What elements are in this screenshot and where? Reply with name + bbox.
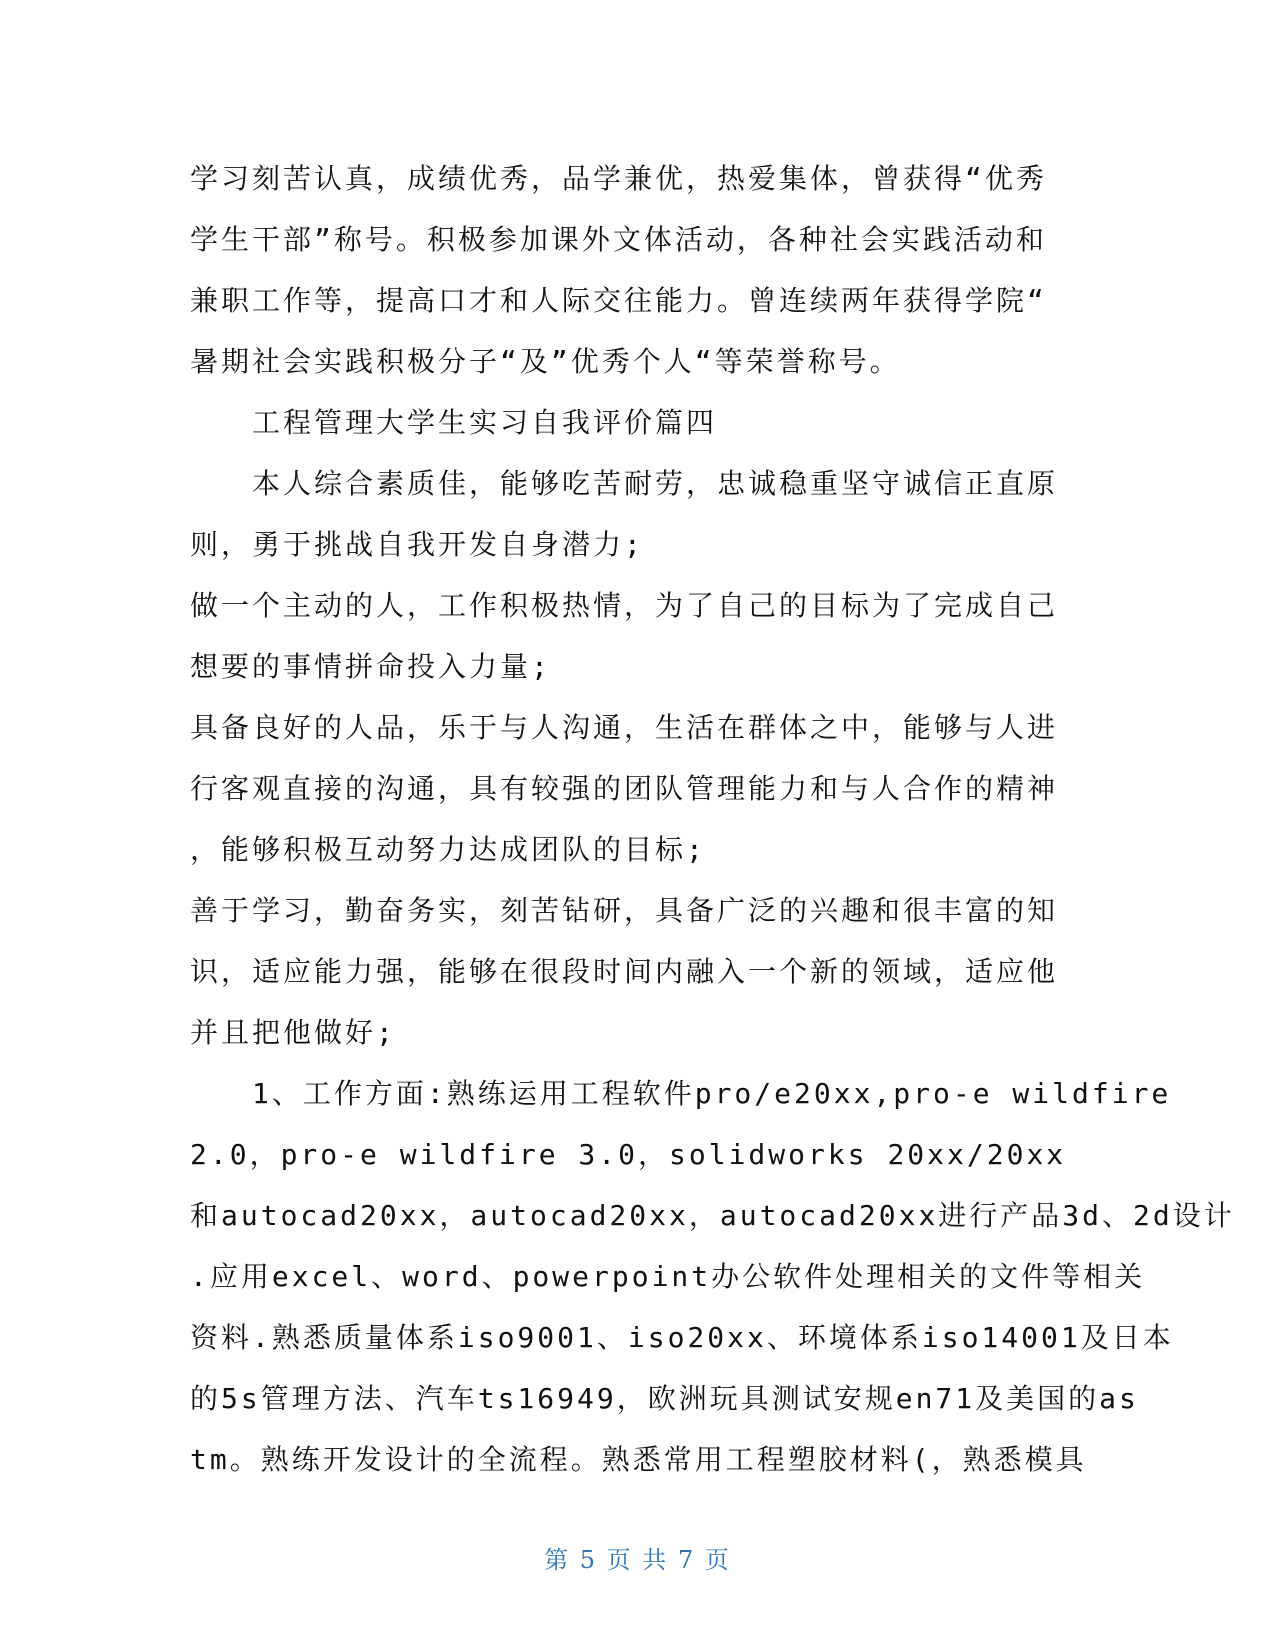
text-line: 学生干部”称号。积极参加课外文体活动，各种社会实践活动和 [190,223,1047,256]
text-line: 具备良好的人品，乐于与人沟通，生活在群体之中，能够与人进 [190,711,1059,744]
text-line: 学习刻苦认真，成绩优秀，品学兼优，热爱集体，曾获得“优秀 [190,162,1047,195]
text-line: 想要的事情拼命投入力量; [190,650,551,683]
text-line: 本人综合素质佳，能够吃苦耐劳，忠诚稳重坚守诚信正直原 [252,467,1059,500]
text-line: 做一个主动的人，工作积极热情，为了自己的目标为了完成自己 [190,589,1059,622]
text-line: 善于学习，勤奋务实，刻苦钻研，具备广泛的兴趣和很丰富的知 [190,894,1059,927]
text-line: 识，适应能力强，能够在很段时间内融入一个新的领域，适应他 [190,955,1059,988]
text-line: 1、工作方面:熟练运用工程软件pro/e20xx,pro-e wildfire [252,1077,1172,1110]
text-line: 资料.熟悉质量体系iso9001、iso20xx、环境体系iso14001及日本 [190,1321,1174,1354]
text-line: ，能够积极互动努力达成团队的目标; [190,833,706,866]
body-text [190,148,1235,1490]
text-line: .应用excel、word、powerpoint办公软件处理相关的文件等相关 [190,1260,1146,1293]
text-line: 行客观直接的沟通，具有较强的团队管理能力和与人合作的精神 [190,772,1059,805]
text-line: 暑期社会实践积极分子“及”优秀个人“等荣誉称号。 [190,345,901,378]
text-line: 2.0，pro-e wildfire 3.0，solidworks 20xx/20xx [190,1138,1067,1171]
text-line: 和autocad20xx，autocad20xx，autocad20xx进行产品3d、2d设计 [190,1199,1235,1232]
section-heading: 工程管理大学生实习自我评价篇四 [252,406,718,439]
text-line: 的5s管理方法、汽车ts16949，欧洲玩具测试安规en71及美国的as [190,1382,1139,1415]
text-line: 则，勇于挑战自我开发自身潜力; [190,528,644,561]
page-number-footer: 第 5 页 共 7 页 [544,1546,731,1574]
text-line: 兼职工作等，提高口才和人际交往能力。曾连续两年获得学院“ [190,284,1047,317]
text-line: tm。熟练开发设计的全流程。熟悉常用工程塑胶材料(，熟悉模具 [190,1443,1087,1476]
text-line: 并且把他做好; [190,1016,396,1049]
